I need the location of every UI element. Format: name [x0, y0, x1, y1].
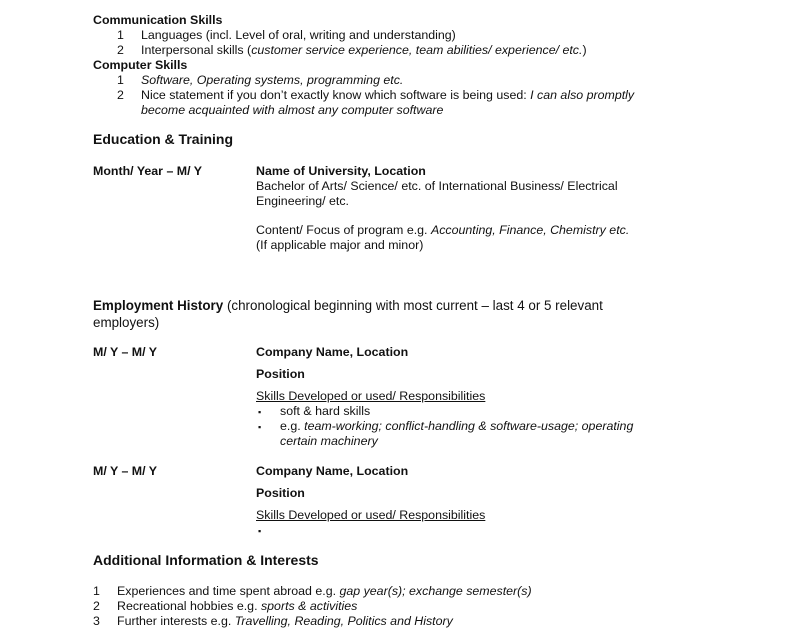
- job-2-skills-label: Skills Developed or used/ Responsibilities: [256, 508, 486, 522]
- item-number: 1: [117, 28, 124, 42]
- education-heading: Education & Training: [93, 131, 234, 147]
- job-1-bullet-1: [258, 404, 370, 420]
- bullet-icon: ▪: [258, 526, 262, 536]
- item-text-italic: sports & activities: [260, 599, 358, 613]
- employment-heading-rest: (chronological beginning with most current – last 4 or 5 relevant: [223, 298, 603, 313]
- bullet-text: e.g.: [280, 419, 305, 433]
- additional-heading: Additional Information & Interests: [93, 552, 319, 568]
- employment-heading-line2: employers): [93, 315, 160, 330]
- content-text: Content/ Focus of program e.g.: [256, 223, 431, 237]
- computer-item-2: [117, 88, 634, 103]
- education-minor: (If applicable major and minor): [256, 238, 424, 252]
- job-2-position: Position: [256, 486, 305, 500]
- additional-item-1: [93, 584, 532, 599]
- education-degree-line1: Bachelor of Arts/ Science/ etc. of International Business/ Electrical: [256, 179, 618, 193]
- communication-item-1: [117, 28, 456, 43]
- item-number: 3: [93, 614, 100, 628]
- item-text: Languages (incl. Level of oral, writing and understanding): [141, 28, 456, 42]
- education-degree-line2: Engineering/ etc.: [256, 194, 349, 208]
- job-1-position: Position: [256, 367, 305, 381]
- computer-item-2-continued: become acquainted with almost any computer software: [141, 103, 444, 117]
- computer-skills-heading: Computer Skills: [93, 58, 188, 72]
- education-institution: Name of University, Location: [256, 164, 426, 178]
- bullet-text-italic: team-working; conflict-handling & software-usage; operating: [304, 419, 634, 433]
- education-date: Month/ Year – M/ Y: [93, 164, 203, 178]
- bullet-icon: ▪: [258, 422, 262, 432]
- communication-item-2: [117, 43, 587, 58]
- additional-item-2: [93, 599, 357, 614]
- job-2-company: Company Name, Location: [256, 464, 409, 478]
- education-content: [256, 223, 629, 238]
- item-number: 2: [117, 43, 124, 57]
- job-2-date: M/ Y – M/ Y: [93, 464, 158, 478]
- item-text: Interpersonal skills (: [141, 43, 252, 57]
- item-text-italic: gap year(s); exchange semester(s): [339, 584, 532, 598]
- bullet-icon: ▪: [258, 407, 262, 417]
- content-text-italic: Accounting, Finance, Chemistry etc.: [430, 223, 630, 237]
- item-text: Experiences and time spent abroad e.g.: [117, 584, 340, 598]
- job-1-bullet-2-continued: certain machinery: [280, 434, 378, 448]
- employment-heading: [93, 298, 603, 313]
- employment-heading-bold: Employment History: [93, 298, 224, 313]
- job-1-skills-label: Skills Developed or used/ Responsibilities: [256, 389, 486, 403]
- item-number: 1: [93, 584, 100, 598]
- job-1-date: M/ Y – M/ Y: [93, 345, 158, 359]
- item-text-tail: ): [582, 43, 587, 57]
- job-1-company: Company Name, Location: [256, 345, 409, 359]
- item-text: Nice statement if you don’t exactly know which software is being used:: [141, 88, 531, 102]
- item-text-italic: customer service experience, team abilities/ experience/ etc.: [251, 43, 583, 57]
- additional-item-3: [93, 614, 453, 629]
- item-text: Recreational hobbies e.g.: [117, 599, 261, 613]
- item-text-italic: Software, Operating systems, programming etc.: [141, 73, 404, 87]
- bullet-text: soft & hard skills: [280, 404, 371, 418]
- communication-skills-heading: Communication Skills: [93, 13, 223, 27]
- item-text-italic: I can also promptly: [530, 88, 635, 102]
- job-1-bullet-2: [258, 419, 633, 435]
- item-text: Further interests e.g.: [117, 614, 235, 628]
- item-text-italic: Travelling, Reading, Politics and History: [234, 614, 453, 628]
- item-number: 1: [117, 73, 124, 87]
- computer-item-1: [117, 73, 403, 88]
- job-2-bullet-1: [258, 523, 280, 539]
- item-number: 2: [117, 88, 124, 102]
- item-number: 2: [93, 599, 100, 613]
